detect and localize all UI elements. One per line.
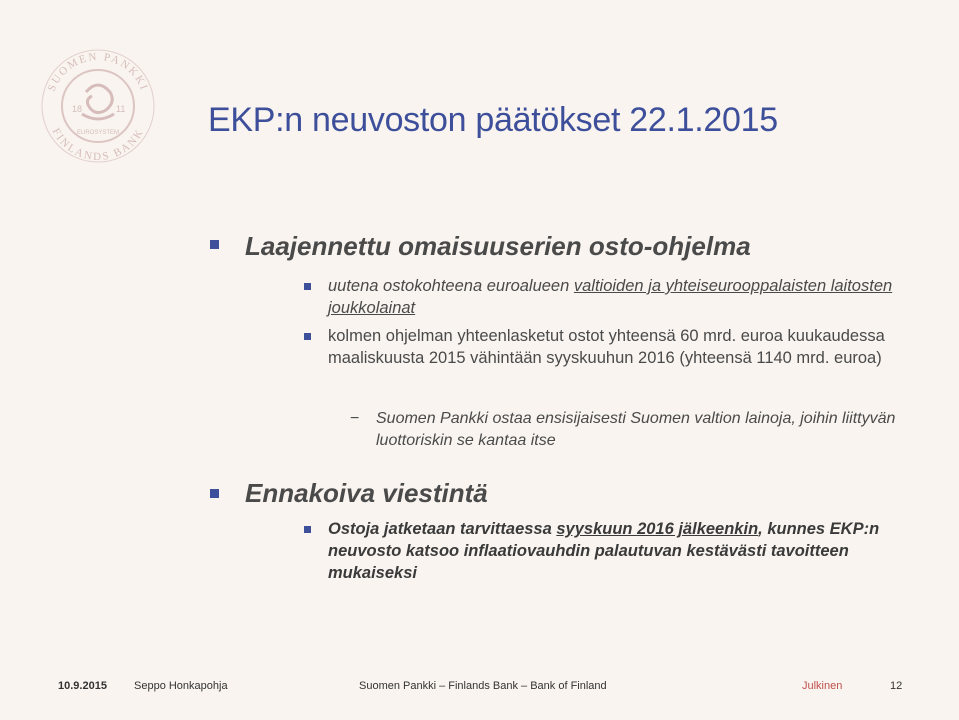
logo-year-right: 11 — [116, 104, 126, 114]
footer-organization: Suomen Pankki – Finlands Bank – Bank of Finland — [359, 680, 607, 692]
bank-seal-logo — [38, 40, 158, 168]
underlined-text: valtioiden ja yhteiseurooppalaisten laitosten joukkolainat — [328, 277, 893, 317]
dash-bullet-icon: − — [350, 410, 360, 427]
footer-classification: Julkinen — [802, 680, 843, 692]
item-bullet-icon — [304, 526, 311, 533]
page-title: EKP:n neuvoston päätökset 22.1.2015 — [208, 101, 778, 139]
item-bullet-icon — [304, 283, 311, 290]
sub-list-item: Suomen Pankki ostaa ensisijaisesti Suomen valtion lainoja, joihin liittyvän luottoriskin se kantaa itse — [376, 410, 896, 449]
section-bullet-icon — [210, 489, 219, 498]
footer-author: Seppo Honkapohja — [134, 680, 228, 692]
footer-page-number: 12 — [890, 680, 903, 692]
list-item: Ostoja jatketaan tarvittaessa syyskuun 2016 jälkeenkin, kunnes EKP:n neuvosto katsoo inflaatiovauhdin palautuvan kestävästi tavoitteen mukaiseksi — [328, 520, 880, 582]
logo-eurosystem: EUROSYSTEM — [76, 130, 120, 136]
section-heading-2: Ennakoiva viestintä — [245, 478, 488, 508]
footer-date: 10.9.2015 — [58, 680, 107, 692]
section-bullet-icon — [210, 240, 219, 249]
list-item: uutena ostokohteena euroalueen valtioiden ja yhteiseurooppalaisten laitosten joukkolainat — [328, 277, 893, 317]
underlined-text: syyskuun 2016 jälkeenkin — [556, 520, 759, 538]
svg-text:SUOMEN PANKKI — [46, 51, 151, 93]
logo-ring-bottom: FINLANDS BANK — [49, 126, 147, 164]
logo-ring-top: SUOMEN PANKKI — [45, 50, 151, 94]
section-heading-1: Laajennettu omaisuuserien osto-ohjelma — [245, 231, 751, 261]
item-bullet-icon — [304, 333, 311, 340]
list-item: kolmen ohjelman yhteenlasketut ostot yhteensä 60 mrd. euroa kuukaudessa maaliskuusta 2015 vähintään syyskuuhun 2016 (yhteensä 1140 mrd. euroa) — [328, 327, 885, 367]
logo-year-left: 18 — [72, 104, 83, 114]
